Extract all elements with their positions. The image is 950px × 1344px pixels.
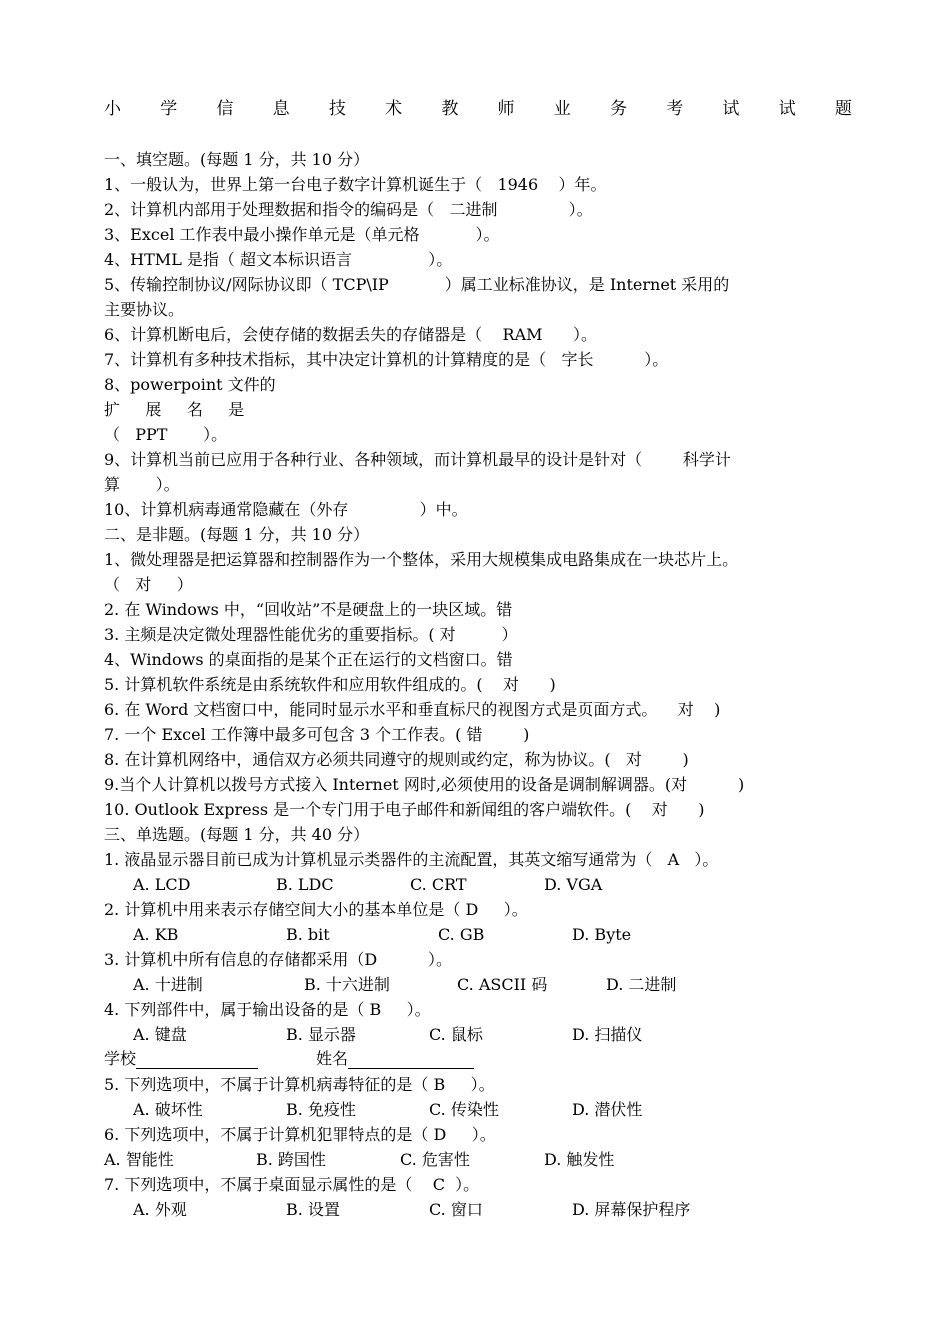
question-line: （ 对 ） [104, 575, 193, 594]
question-line: 6. 在 Word 文档窗口中，能同时显示水平和垂直标尺的视图方式是页面方式。 对 ) [104, 700, 721, 719]
question-line: 6、计算机断电后，会使存储的数据丢失的存储器是（ RAM ）。 [104, 325, 598, 344]
option: A. KB [133, 925, 179, 944]
name-label: 姓名 [316, 1049, 349, 1068]
question-line: 3. 主频是决定微处理器性能优劣的重要指标。( 对 ） [104, 625, 518, 644]
school-blank[interactable] [136, 1050, 258, 1069]
option: A. LCD [133, 875, 191, 894]
question-line: 5. 下列选项中，不属于计算机病毒特征的是（ B ）。 [104, 1075, 495, 1094]
question-line: 扩 展 名 是 [104, 400, 245, 419]
question-line: 5、传输控制协议/网际协议即（ TCP\IP ）属工业标准协议，是 Internet 采用的 [104, 275, 730, 294]
school-name-line [104, 1049, 474, 1071]
option: C. 传染性 [429, 1100, 499, 1119]
question-line: 6. 下列选项中，不属于计算机犯罪特点的是（ D ）。 [104, 1125, 496, 1144]
title-char: 信 [216, 99, 234, 119]
title-char: 教 [441, 99, 459, 119]
title-char: 学 [160, 99, 178, 119]
title-char: 技 [328, 99, 346, 119]
question-line: 7. 一个 Excel 工作簿中最多可包含 3 个工作表。( 错 ) [104, 725, 530, 744]
option: D. 二进制 [606, 975, 677, 994]
question-line: 10、计算机病毒通常隐藏在（外存 ）中。 [104, 500, 468, 519]
option: A. 外观 [133, 1200, 187, 1219]
question-line: 9.当个人计算机以拨号方式接入 Internet 网时,必须使用的设备是调制解调器。(对 ) [104, 775, 745, 794]
option: A. 十进制 [133, 975, 203, 994]
option: D. 潜伏性 [572, 1100, 643, 1119]
option: B. 跨国性 [256, 1150, 326, 1169]
school-label: 学校 [104, 1049, 137, 1068]
question-line: 4. 下列部件中，属于输出设备的是（ B ）。 [104, 1000, 431, 1019]
section-header-single-choice: 三、单选题。(每题 1 分，共 40 分） [104, 825, 370, 844]
option: B. LDC [276, 875, 334, 894]
question-line: 算 ）。 [104, 475, 180, 494]
question-line: 7、计算机有多种技术指标，其中决定计算机的计算精度的是（ 字长 ）。 [104, 350, 669, 369]
option: A. 键盘 [133, 1025, 187, 1044]
question-line: 2、计算机内部用于处理数据和指令的编码是（ 二进制 ）。 [104, 200, 593, 219]
question-line: 2. 计算机中用来表示存储空间大小的基本单位是（ D ）。 [104, 900, 528, 919]
title-char: 务 [609, 99, 627, 119]
title-char: 小 [104, 99, 121, 119]
option: B. 十六进制 [304, 975, 390, 994]
title-char: 试 [778, 99, 796, 119]
question-line: 8. 在计算机网络中，通信双方必须共同遵守的规则或约定，称为协议。( 对 ) [104, 750, 689, 769]
title-char: 考 [666, 99, 684, 119]
question-line: 10. Outlook Express 是一个专门用于电子邮件和新闻组的客户端软件。( 对 ) [104, 800, 705, 819]
option: D. 触发性 [544, 1150, 615, 1169]
question-line: 5. 计算机软件系统是由系统软件和应用软件组成的。( 对 ) [104, 675, 556, 694]
question-line: 4、Windows 的桌面指的是某个正在运行的文档窗口。错 [104, 650, 513, 669]
question-line: 8、powerpoint 文件的 [104, 375, 276, 394]
section-header-fill-blank: 一、填空题。(每题 1 分，共 10 分） [104, 150, 370, 169]
question-line: 3、Excel 工作表中最小操作单元是（单元格 ）。 [104, 225, 500, 244]
question-line: 1、一般认为，世界上第一台电子数字计算机诞生于（ 1946 ）年。 [104, 175, 607, 194]
question-line: 4、HTML 是指（ 超文本标识语言 ）。 [104, 250, 453, 269]
option: D. Byte [572, 925, 632, 944]
option: C. 鼠标 [429, 1025, 483, 1044]
name-blank[interactable] [348, 1050, 474, 1069]
title-char: 师 [497, 99, 515, 119]
option: D. VGA [544, 875, 603, 894]
option: B. 设置 [286, 1200, 340, 1219]
option: C. ASCII 码 [457, 975, 548, 994]
option: C. 危害性 [400, 1150, 470, 1169]
option: D. 扫描仪 [572, 1025, 643, 1044]
option: B. 显示器 [286, 1025, 356, 1044]
question-line: 3. 计算机中所有信息的存储都采用（D ）。 [104, 950, 453, 969]
option: C. CRT [410, 875, 467, 894]
option: D. 屏幕保护程序 [572, 1200, 691, 1219]
question-line: 9、计算机当前已应用于各种行业、各种领域，而计算机最早的设计是针对（ 科学计 [104, 450, 731, 469]
title-char: 术 [385, 99, 403, 119]
option: B. bit [286, 925, 330, 944]
option: B. 免疫性 [286, 1100, 356, 1119]
question-line: 主要协议。 [104, 300, 185, 319]
question-line: 1. 液晶显示器目前已成为计算机显示类器件的主流配置，其英文缩写通常为（ A ）。 [104, 850, 719, 869]
option: A. 破坏性 [133, 1100, 203, 1119]
section-header-true-false: 二、是非题。(每题 1 分，共 10 分） [104, 525, 370, 544]
title-char: 业 [553, 99, 571, 119]
option: A. 智能性 [104, 1150, 174, 1169]
question-line: （ PPT ）。 [104, 425, 228, 444]
question-line: 7. 下列选项中，不属于桌面显示属性的是（ C ）。 [104, 1175, 480, 1194]
title-char: 题 [834, 99, 852, 119]
page-title [104, 94, 852, 120]
option: C. GB [438, 925, 485, 944]
option: C. 窗口 [429, 1200, 483, 1219]
title-char: 息 [272, 99, 290, 119]
question-line: 2. 在 Windows 中，“回收站”不是硬盘上的一块区域。错 [104, 600, 513, 619]
question-line: 1、微处理器是把运算器和控制器作为一个整体，采用大规模集成电路集成在一块芯片上。 [104, 550, 739, 569]
title-char: 试 [722, 99, 740, 119]
